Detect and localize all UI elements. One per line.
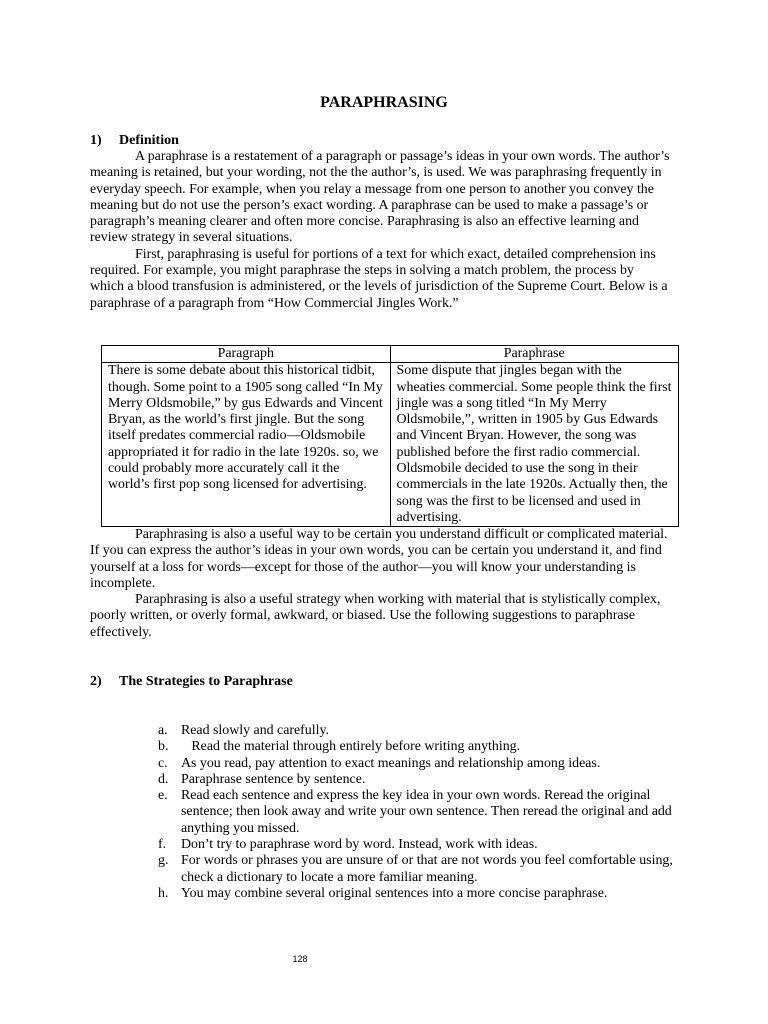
list-item [145, 739, 675, 755]
definition-paragraph-2: First, paraphrasing is useful for portions of a text for which exact, detailed comprehension ins required. For example, you might paraphrase the steps in solving a match problem, the process by which a blood transfusion is administered, or the levels of jurisdiction of the Supreme Court. Below is a paraphrase of a paragraph from “How Commercial Jingles Work.” [90, 246, 668, 311]
table-row [102, 363, 679, 527]
list-marker: g. [158, 853, 169, 869]
definition-text [90, 149, 670, 312]
list-item-text: Read the material through entirely before writing anything. [181, 739, 521, 755]
list-item [145, 756, 675, 772]
list-marker: f. [158, 837, 167, 853]
table-header-paraphrase: Paraphrase [390, 346, 679, 363]
list-item [145, 837, 675, 853]
after-table-paragraph-2: Paraphrasing is also a useful strategy when working with material that is stylistically complex, poorly written, or overly formal, awkward, or biased. Use the following suggestions to paraphrase effectively. [90, 592, 661, 640]
list-item-text: For words or phrases you are unsure of or that are not words you feel comfortable using, check a dictionary to locate a more familiar meaning. [181, 853, 673, 885]
list-item-text: Don’t try to paraphrase word by word. Instead, work with ideas. [181, 837, 538, 853]
list-marker: a. [158, 723, 168, 738]
list-marker: e. [158, 788, 168, 804]
list-item-text: Read each sentence and express the key idea in your own words. Reread the original sentence; then look away and write your own sentence. Then reread the original and add anything you missed. [181, 788, 672, 836]
section-1-title: Definition [119, 133, 179, 148]
list-item-text: Paraphrase sentence by sentence. [181, 771, 366, 787]
comparison-table [101, 345, 679, 527]
list-marker: b. [158, 739, 169, 755]
section-2-number: 2) [90, 674, 102, 689]
after-table-text [90, 527, 670, 641]
table-cell-paragraph: There is some debate about this historical tidbit, though. Some point to a 1905 song called “In My Merry Oldsmobile,” by gus Edwards and Vincent Bryan, as the world’s first jingle. But the song itself predates commercial radio—Oldsmobile appropriated it for radio in the late 1920s. so, we could probably more accurately call it the world’s first pop song licensed for advertising. [102, 363, 391, 527]
definition-paragraph-1: A paraphrase is a restatement of a paragraph or passage’s ideas in your own words. The author’s meaning is retained, but your wording, not the the author’s, is used. We was paraphrasing frequently in everyday speech. For example, when you relay a message from one person to another you convey the meaning but do not use the person’s exact wording. A paraphrase can be used to make a passage’s or paragraph’s meaning clearer and often more concise. Paraphrasing is also an effective learning and review strategy in several situations. [90, 149, 670, 246]
list-item [145, 723, 675, 739]
section-2-heading [90, 674, 293, 690]
list-marker: c. [158, 755, 168, 771]
list-marker: h. [158, 885, 169, 901]
list-item [145, 853, 675, 886]
list-item [145, 886, 675, 902]
after-table-paragraph-1: Paraphrasing is also a useful way to be certain you understand difficult or complicated material. If you can express the author’s ideas in your own words, you can be certain you understand it, and find yourself at a loss for words—except for those of the author—you will know your understanding is incomplete. [90, 527, 668, 591]
list-item [145, 772, 675, 788]
table-header-paragraph: Paragraph [102, 346, 391, 363]
section-1-heading [90, 133, 179, 149]
table-cell-paraphrase: Some dispute that jingles began with the wheaties commercial. Some people think the first jingle was a song titled “In My Merry Oldsmobile,”, written in 1905 by Gus Edwards and Vincent Bryan. However, the song was published before the first radio commercial. Oldsmobile decided to use the song in their commercials in the late 1920s. Actually then, the song was the first to be licensed and used in advertising. [390, 363, 679, 527]
page-number: 128 [292, 954, 308, 964]
list-marker: d. [158, 771, 169, 787]
section-2-title: The Strategies to Paraphrase [119, 674, 293, 689]
table-header-row [102, 346, 679, 363]
list-item-text: Read slowly and carefully. [181, 723, 329, 738]
strategies-list [145, 723, 675, 902]
section-1-number: 1) [90, 133, 102, 148]
list-item-text: As you read, pay attention to exact meanings and relationship among ideas. [181, 755, 601, 771]
list-item-text: You may combine several original sentences into a more concise paraphrase. [181, 885, 608, 901]
list-item [145, 788, 675, 837]
page-title: PARAPHRASING [320, 94, 448, 111]
